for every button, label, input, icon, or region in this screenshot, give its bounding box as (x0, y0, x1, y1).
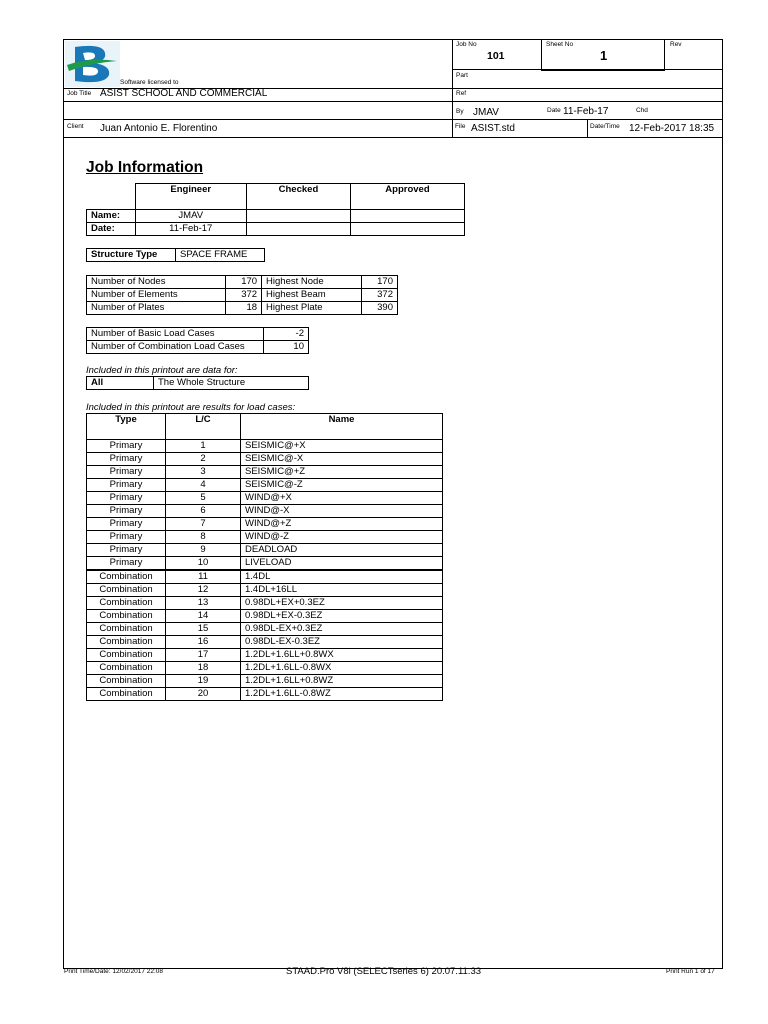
all-value: The Whole Structure (154, 377, 309, 390)
lc-number-cell: 4 (166, 479, 241, 492)
licensed-text: Software licensed to (120, 79, 179, 86)
lc-name-cell: 0.98DL+EX-0.3EZ (241, 610, 443, 623)
plates-value: 18 (225, 302, 261, 315)
header-divider (452, 39, 453, 137)
lc-type-cell: Combination (87, 597, 166, 610)
table-row (87, 675, 443, 688)
date-label: Date (547, 107, 561, 114)
table-row (87, 623, 443, 636)
nodes-label: Number of Nodes (87, 276, 226, 289)
highest-beam-label: Highest Beam (262, 289, 362, 302)
lc-type-cell: Primary (87, 531, 166, 544)
lc-number-cell: 14 (166, 610, 241, 623)
lc-type-cell: Combination (87, 636, 166, 649)
lc-number-cell: 1 (166, 440, 241, 453)
table-row (87, 531, 443, 544)
date-label: Date: (87, 223, 136, 236)
structure-type-label: Structure Type (87, 249, 176, 262)
by-label: By (456, 108, 464, 115)
lc-name-cell: DEADLOAD (241, 544, 443, 557)
lc-type-cell: Primary (87, 544, 166, 557)
lc-type-cell: Combination (87, 662, 166, 675)
lc-name-cell: 1.4DL (241, 570, 443, 584)
comb-lc-value: 10 (264, 341, 309, 354)
lc-name-cell: 1.2DL+1.6LL+0.8WZ (241, 675, 443, 688)
plates-label: Number of Plates (87, 302, 226, 315)
included-results-text: Included in this printout are results for load cases: (86, 402, 296, 413)
lc-type-cell: Combination (87, 584, 166, 597)
table-row (87, 570, 443, 584)
lc-type-cell: Primary (87, 505, 166, 518)
file-label: File (455, 123, 466, 130)
lc-name-cell: 1.4DL+16LL (241, 584, 443, 597)
lc-number-cell: 5 (166, 492, 241, 505)
highest-node-label: Highest Node (262, 276, 362, 289)
by-value: JMAV (473, 107, 499, 118)
lc-name-cell: WIND@-Z (241, 531, 443, 544)
table-row (87, 584, 443, 597)
table-row (87, 662, 443, 675)
job-info-table (86, 183, 465, 236)
sheet-no-value: 1 (600, 48, 608, 63)
lc-type-cell: Primary (87, 518, 166, 531)
lc-type-cell: Primary (87, 466, 166, 479)
table-row (87, 544, 443, 557)
job-no-label: Job No (456, 41, 477, 48)
date-value: 11-Feb-17 (563, 106, 609, 117)
lc-name-cell: WIND@-X (241, 505, 443, 518)
job-no-value: 101 (487, 50, 505, 62)
structure-type-value: SPACE FRAME (176, 249, 265, 262)
lc-type-cell: Combination (87, 688, 166, 701)
client-value: Juan Antonio E. Florentino (100, 123, 218, 134)
table-row (87, 492, 443, 505)
header-divider (587, 119, 588, 137)
lc-number-cell: 12 (166, 584, 241, 597)
lc-number-cell: 9 (166, 544, 241, 557)
counts-table (86, 275, 398, 315)
lc-number-cell: 16 (166, 636, 241, 649)
lc-type-cell: Primary (87, 479, 166, 492)
header-divider (63, 101, 723, 102)
nodes-value: 170 (225, 276, 261, 289)
lc-name-cell: 0.98DL-EX-0.3EZ (241, 636, 443, 649)
lc-name-cell: LIVELOAD (241, 557, 443, 571)
lc-number-cell: 7 (166, 518, 241, 531)
table-row (87, 636, 443, 649)
file-value: ASIST.std (471, 123, 515, 134)
checked-header: Checked (246, 184, 350, 210)
lc-number-cell: 11 (166, 570, 241, 584)
table-row (87, 649, 443, 662)
table-row (87, 505, 443, 518)
highest-plate-value: 390 (361, 302, 397, 315)
lc-number-cell: 15 (166, 623, 241, 636)
section-title: Job Information (86, 159, 204, 176)
lc-type-cell: Primary (87, 492, 166, 505)
lc-number-cell: 17 (166, 649, 241, 662)
lc-number-cell: 20 (166, 688, 241, 701)
lc-number-cell: 8 (166, 531, 241, 544)
basic-lc-label: Number of Basic Load Cases (87, 328, 264, 341)
loadcount-table (86, 327, 309, 354)
table-row (87, 597, 443, 610)
sheet-no-label: Sheet No (546, 41, 574, 48)
company-logo-icon (65, 41, 120, 87)
part-label: Part (456, 72, 468, 79)
lc-name-cell: SEISMIC@-X (241, 453, 443, 466)
lc-type-cell: Combination (87, 649, 166, 662)
table-row (87, 557, 443, 571)
all-label: All (87, 377, 154, 390)
print-run: Print Run 1 of 17 (666, 968, 715, 975)
engineer-header: Engineer (135, 184, 246, 210)
lc-number-cell: 3 (166, 466, 241, 479)
header-divider (63, 119, 723, 120)
included-data-text: Included in this printout are data for: (86, 365, 238, 376)
table-row (87, 466, 443, 479)
lc-type-cell: Combination (87, 570, 166, 584)
elements-label: Number of Elements (87, 289, 226, 302)
lc-name-cell: SEISMIC@-Z (241, 479, 443, 492)
name-header: Name (241, 414, 443, 440)
table-row (87, 688, 443, 701)
structure-type-table (86, 248, 265, 262)
lc-name-cell: WIND@+Z (241, 518, 443, 531)
approved-header: Approved (350, 184, 464, 210)
lc-header: L/C (166, 414, 241, 440)
table-row (87, 440, 443, 453)
highest-plate-label: Highest Plate (262, 302, 362, 315)
table-row (87, 610, 443, 623)
lc-name-cell: 1.2DL+1.6LL+0.8WX (241, 649, 443, 662)
included-data-table (86, 376, 309, 390)
lc-type-cell: Combination (87, 623, 166, 636)
lc-number-cell: 19 (166, 675, 241, 688)
lc-type-cell: Primary (87, 557, 166, 571)
table-row (87, 518, 443, 531)
lc-number-cell: 2 (166, 453, 241, 466)
highest-beam-value: 372 (361, 289, 397, 302)
datetime-label: Date/Time (590, 123, 620, 130)
lc-name-cell: 1.2DL+1.6LL-0.8WX (241, 662, 443, 675)
table-row (87, 479, 443, 492)
job-title-label: Job Title (67, 90, 92, 97)
lc-number-cell: 10 (166, 557, 241, 571)
name-label: Name: (87, 210, 136, 223)
header-divider (63, 137, 723, 138)
lc-name-cell: 0.98DL-EX+0.3EZ (241, 623, 443, 636)
lc-name-cell: 1.2DL+1.6LL-0.8WZ (241, 688, 443, 701)
software-version: STAAD.Pro V8i (SELECTseries 6) 20.07.11.33 (286, 966, 482, 977)
lc-name-cell: WIND@+X (241, 492, 443, 505)
lc-type-cell: Primary (87, 453, 166, 466)
lc-number-cell: 13 (166, 597, 241, 610)
table-row (87, 453, 443, 466)
date-engineer: 11-Feb-17 (135, 223, 246, 236)
lc-number-cell: 18 (166, 662, 241, 675)
lc-number-cell: 6 (166, 505, 241, 518)
datetime-value: 12-Feb-2017 18:35 (629, 123, 715, 134)
lc-name-cell: SEISMIC@+X (241, 440, 443, 453)
load-cases-table (86, 413, 443, 701)
highest-node-value: 170 (361, 276, 397, 289)
lc-type-cell: Combination (87, 675, 166, 688)
lc-type-cell: Primary (87, 440, 166, 453)
chd-label: Chd (636, 107, 648, 114)
rev-label: Rev (670, 41, 682, 48)
client-label: Client (67, 123, 84, 130)
lc-type-cell: Combination (87, 610, 166, 623)
elements-value: 372 (225, 289, 261, 302)
comb-lc-label: Number of Combination Load Cases (87, 341, 264, 354)
print-time: Print Time/Date: 12/02/2017 22:08 (64, 968, 164, 975)
type-header: Type (87, 414, 166, 440)
job-title-value: ASIST SCHOOL AND COMMERCIAL (100, 88, 268, 99)
ref-label: Ref (456, 90, 467, 97)
lc-name-cell: 0.98DL+EX+0.3EZ (241, 597, 443, 610)
basic-lc-value: -2 (264, 328, 309, 341)
name-engineer: JMAV (135, 210, 246, 223)
lc-name-cell: SEISMIC@+Z (241, 466, 443, 479)
